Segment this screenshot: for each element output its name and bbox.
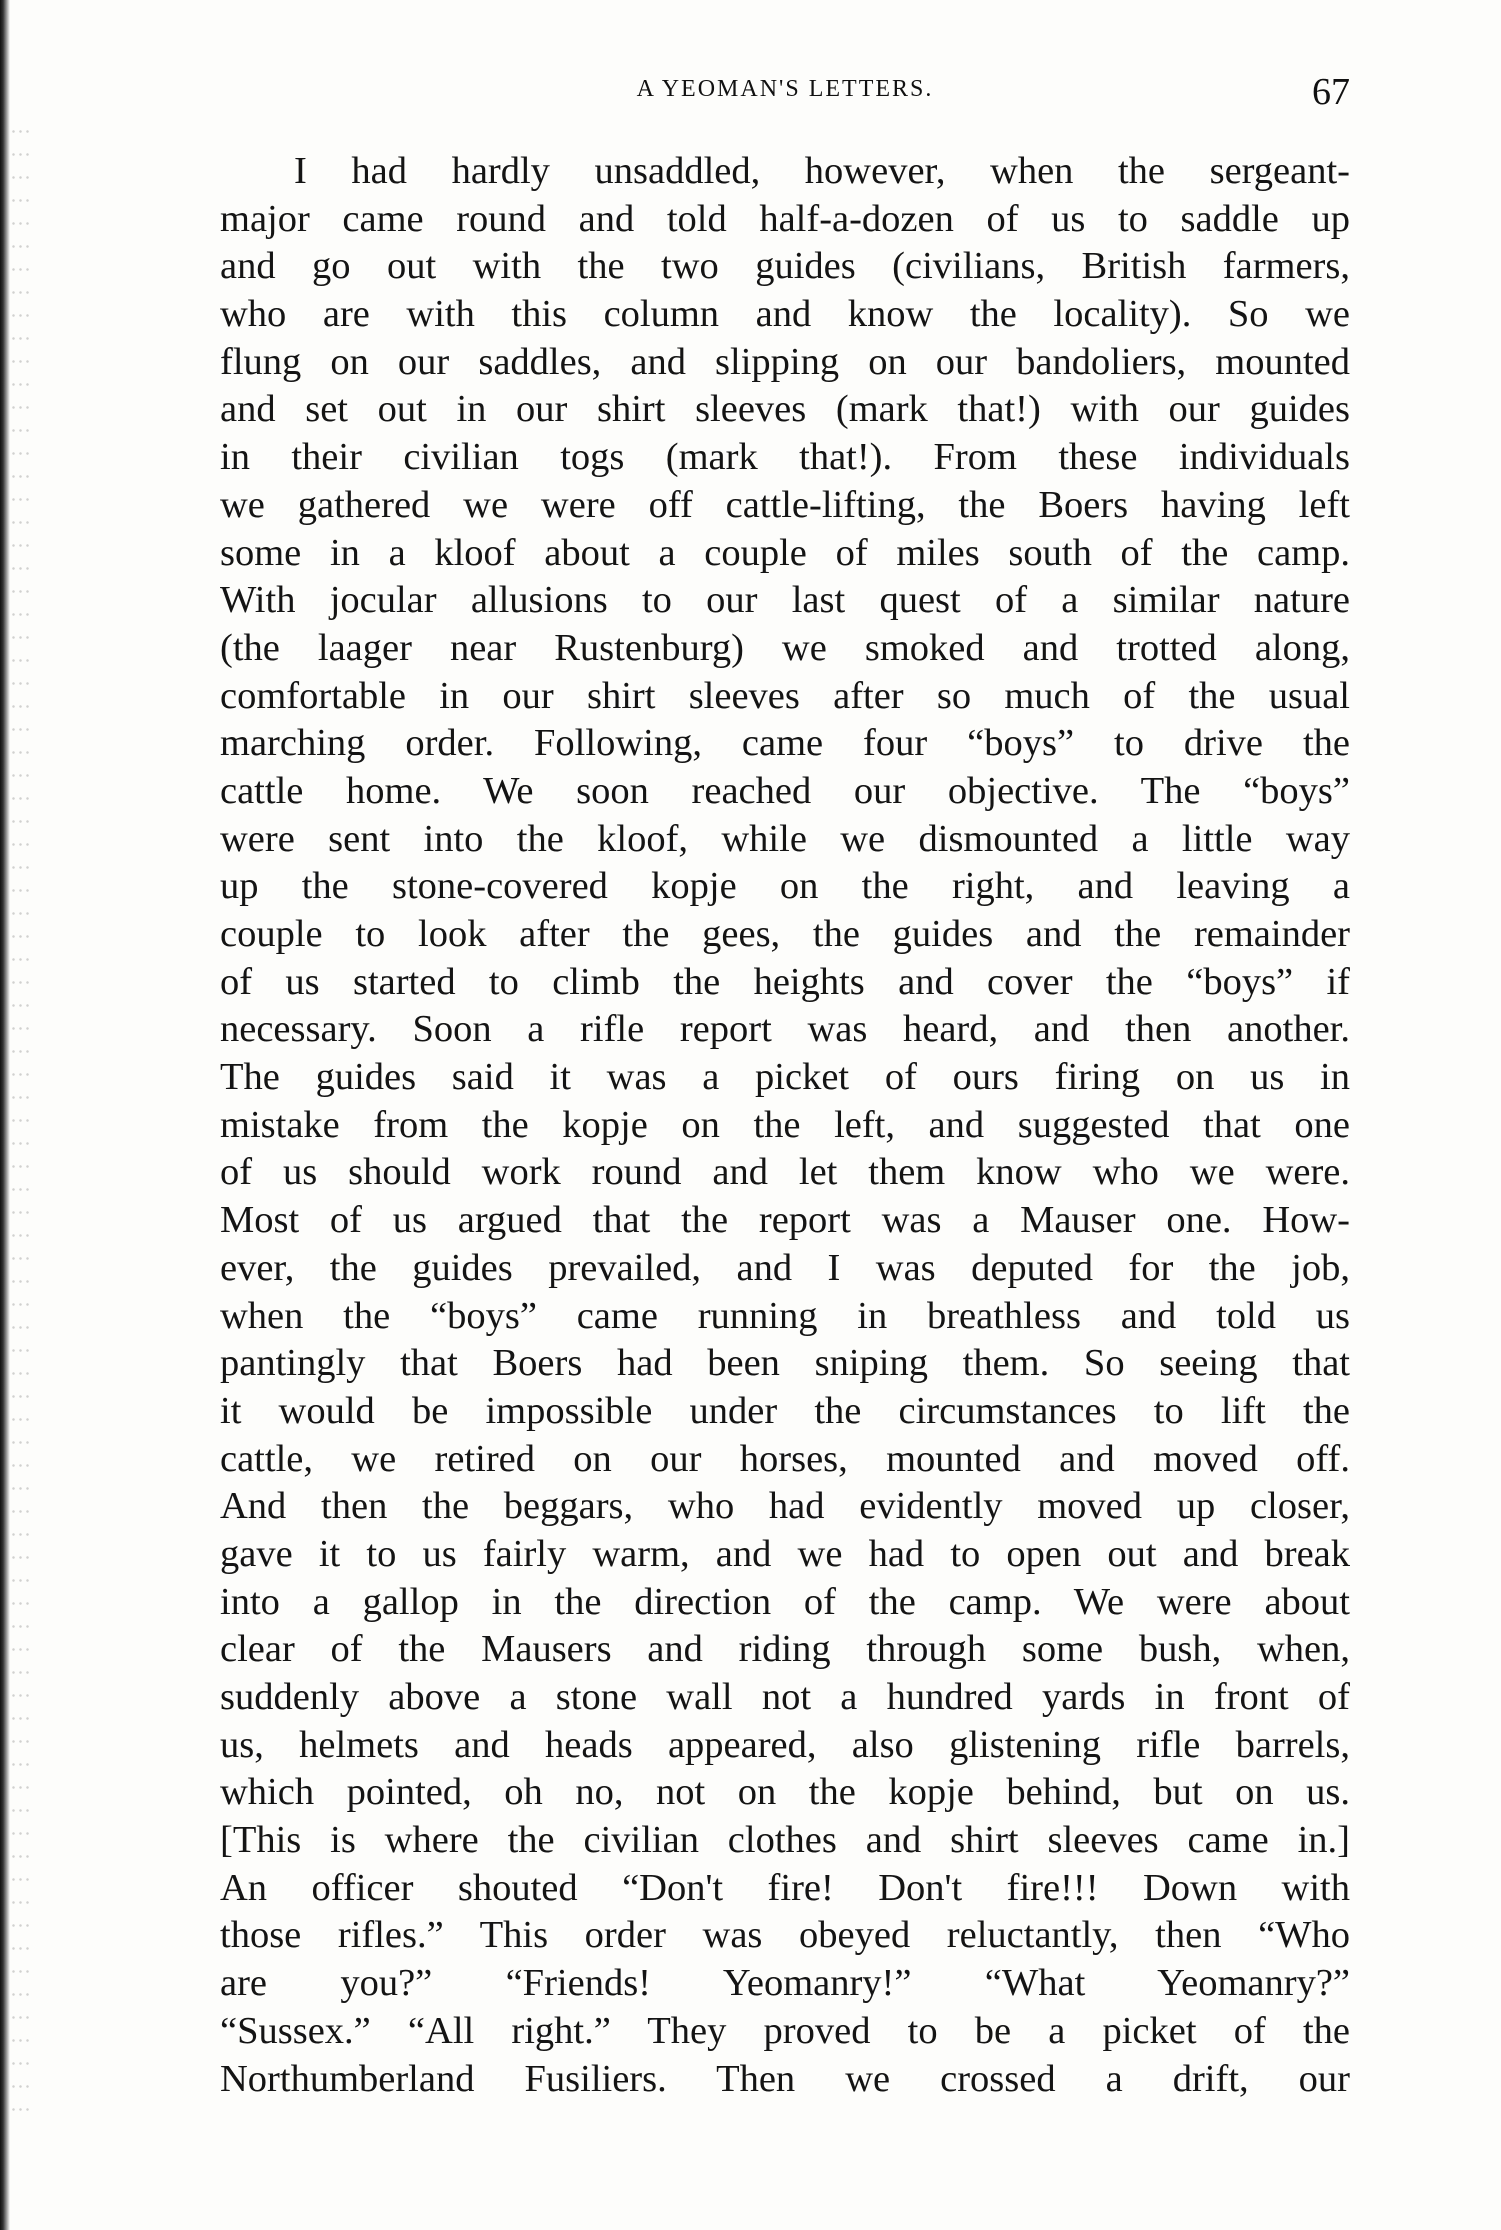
running-title: A YEOMAN'S LETTERS. — [636, 76, 934, 102]
text-line: some in a kloof about a couple of miles south of the camp. — [220, 531, 1350, 574]
text-line: of us started to climb the heights and cover the “boys” if — [220, 960, 1350, 1003]
text-line: The guides said it was a picket of ours firing on us in — [220, 1056, 1350, 1099]
text-line: cattle, we retired on our horses, mounted and moved off. — [220, 1437, 1350, 1480]
text-line: cattle home. We soon reached our objective. The “boys” — [220, 769, 1350, 812]
binding-edge-shadow — [0, 0, 10, 2230]
body-text — [220, 148, 1350, 2103]
text-line: pantingly that Boers had been sniping them. So seeing that — [220, 1342, 1350, 1385]
text-line: were sent into the kloof, while we dismounted a little way — [220, 817, 1350, 860]
text-line: into a gallop in the direction of the camp. We were about — [220, 1580, 1350, 1623]
text-line: Most of us argued that the report was a Mauser one. How- — [220, 1199, 1350, 1242]
text-line: it would be impossible under the circumstances to lift the — [220, 1389, 1350, 1432]
text-line: and set out in our shirt sleeves (mark that!) with our guides — [220, 388, 1350, 431]
text-line: up the stone-covered kopje on the right, and leaving a — [220, 865, 1350, 908]
text-line: And then the beggars, who had evidently moved up closer, — [220, 1485, 1350, 1528]
text-line: who are with this column and know the locality). So we — [220, 293, 1350, 336]
text-line: flung on our saddles, and slipping on our bandoliers, mounted — [220, 340, 1350, 383]
text-line: of us should work round and let them know who we were. — [220, 1151, 1350, 1194]
text-line: necessary. Soon a rifle report was heard, and then another. — [220, 1008, 1350, 1051]
text-line: suddenly above a stone wall not a hundred yards in front of — [220, 1676, 1350, 1718]
text-line: I had hardly unsaddled, however, when the sergeant- — [294, 150, 1350, 192]
text-line: are you?” “Friends! Yeomanry!” “What Yeomanry?” — [220, 1962, 1350, 2005]
text-line: we gathered we were off cattle-lifting, the Boers having left — [220, 483, 1350, 526]
text-line: when the “boys” came running in breathless and told us — [220, 1294, 1350, 1337]
text-line: clear of the Mausers and riding through some bush, when, — [220, 1628, 1350, 1671]
text-line: in their civilian togs (mark that!). From these individuals — [220, 436, 1350, 479]
text-line: gave it to us fairly warm, and we had to open out and break — [220, 1532, 1350, 1575]
text-line: Northumberland Fusiliers. Then we crossed a drift, our — [220, 2057, 1350, 2100]
binding-edge-specks — [10, 120, 30, 2120]
page-header — [220, 70, 1350, 120]
text-line: marching order. Following, came four “boys” to drive the — [220, 722, 1350, 765]
text-line: With jocular allusions to our last quest of a similar nature — [220, 579, 1350, 622]
text-line: mistake from the kopje on the left, and suggested that one — [220, 1103, 1350, 1146]
text-line: (the laager near Rustenburg) we smoked and trotted along, — [220, 626, 1350, 669]
page-number: 67 — [1312, 71, 1350, 113]
text-line: [This is where the civilian clothes and shirt sleeves came in.] — [220, 1819, 1350, 1862]
text-line: comfortable in our shirt sleeves after so much of the usual — [220, 674, 1350, 717]
text-line: An officer shouted “Don't fire! Don't fire!!! Down with — [220, 1866, 1350, 1909]
text-line: us, helmets and heads appeared, also glistening rifle barrels, — [220, 1723, 1350, 1766]
text-line: those rifles.” This order was obeyed reluctantly, then “Who — [220, 1914, 1350, 1957]
text-line: and go out with the two guides (civilians, British farmers, — [220, 245, 1350, 288]
text-line: major came round and told half-a-dozen of us to saddle up — [220, 197, 1350, 240]
text-line: which pointed, oh no, not on the kopje behind, but on us. — [220, 1771, 1350, 1814]
text-line: couple to look after the gees, the guides and the remainder — [220, 913, 1350, 955]
text-line: ever, the guides prevailed, and I was deputed for the job, — [220, 1246, 1350, 1289]
text-line: “Sussex.” “All right.” They proved to be a picket of the — [220, 2009, 1350, 2052]
